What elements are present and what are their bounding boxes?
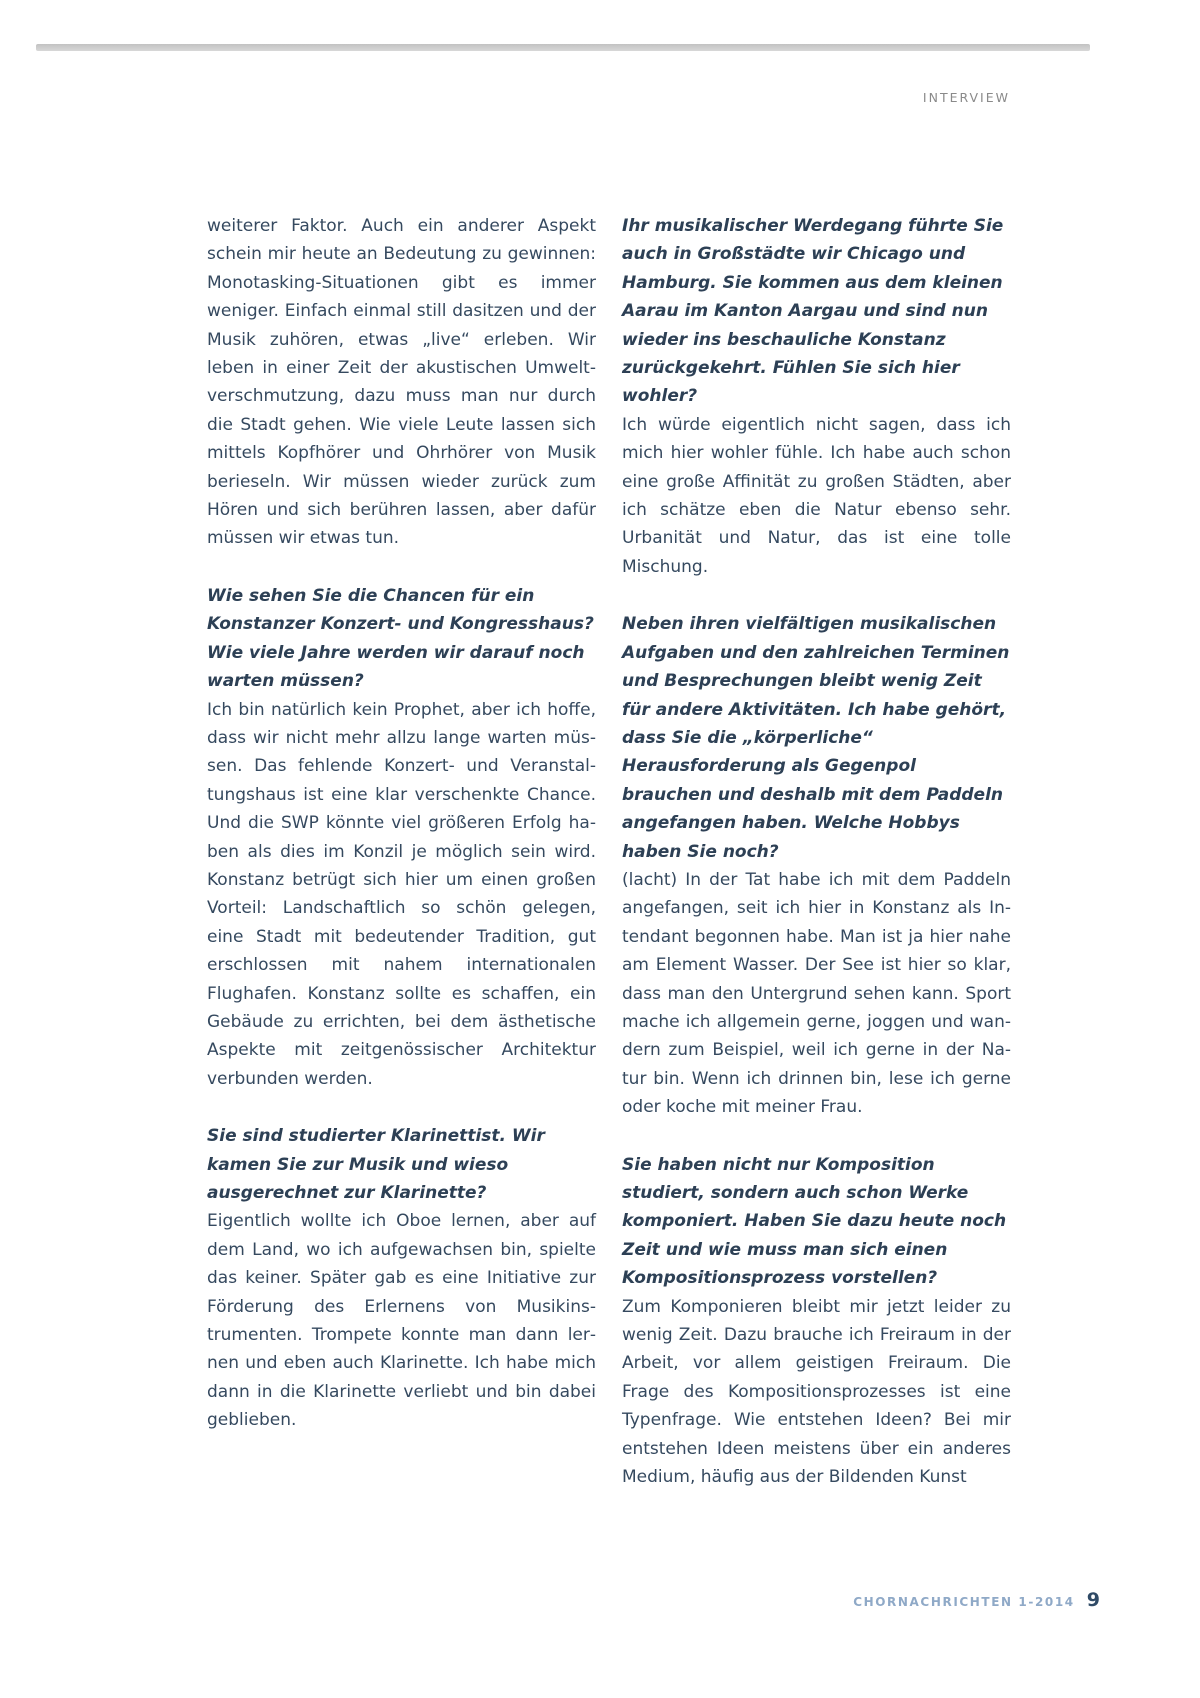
question-paragraph: Neben ihren vielfältigen musikalischen Aufgaben und den zahlreichen Terminen und Besprechungen bleibt wenig Zeit für andere Aktivitäten. Ich habe gehört, dass Sie die „körperliche“ Herausforderung als Gegenpol brauchen und deshalb mit dem Paddeln angefangen haben. Welche Hobbys haben Sie noch?: [622, 614, 1010, 862]
answer-paragraph: Ich bin natürlich kein Prophet, aber ich hoffe, dass wir nicht mehr allzu lange warten müssen. Das fehlende Konzert- und Veranstaltungshaus ist eine klar verschenkte Chance. Und die SWP könnte viel größeren Erfolg haben als dies im Konzil je möglich sein wird. Konstanz betrügt sich hier um einen großen Vorteil: Landschaftlich so schön gelegen, eine Stadt mit bedeutender Tradition, gut erschlossen mit nahem internationalen Flughafen. Konstanz sollte es schaffen, ein Gebäude zu errichten, bei dem ästhetische Aspekte mit zeitgenössischer Architektur verbunden werden.: [207, 699, 596, 1089]
answer-paragraph: (lacht) In der Tat habe ich mit dem Paddeln angefangen, seit ich hier in Konstanz als Intendant begonnen habe. Man ist ja hier nahe am Element Wasser. Der See ist hier so klar, dass man den Untergrund sehen kann. Sport mache ich allgemein gerne, joggen und wandern zum Beispiel, weil ich gerne in der Natur bin. Wenn ich drinnen bin, lese ich gerne oder koche mit meiner Frau.: [622, 869, 1011, 1118]
question-paragraph: Ihr musikalischer Werdegang führte Sie auch in Großstädte wir Chicago und Hamburg. Sie kommen aus dem kleinen Aarau im Kanton Aargau und sind nun wieder ins beschauliche Konstanz zurückgekehrt. Fühlen Sie sich hier wohler?: [622, 216, 1004, 407]
answer-paragraph: Ich würde eigentlich nicht sagen, dass ich mich hier wohler fühle. Ich habe auch schon eine große Affinität zu großen Städten, aber ich schätze eben die Natur ebenso sehr. Urbanität und Natur, das ist eine tolle Mischung.: [622, 414, 1011, 577]
question-paragraph: Wie sehen Sie die Chancen für ein Konstanzer Konzert- und Kongresshaus? Wie viele Jahre werden wir darauf noch warten müssen?: [207, 585, 594, 692]
footer-journal-title: CHORNACHRICHTEN 1-2014: [853, 1595, 1075, 1609]
question-paragraph: Sie haben nicht nur Komposition studiert, sondern auch schon Werke komponiert. Haben Sie dazu heute noch Zeit und wie muss man sich einen Kompositionsprozess vorstellen?: [622, 1154, 1007, 1289]
page-footer: [853, 1589, 1100, 1611]
answer-paragraph: Eigentlich wollte ich Oboe lernen, aber auf dem Land, wo ich aufgewachsen bin, spielte das keiner. Später gab es eine Initiative zur Förderung des Erlernens von Musikinstrumenten. Trompete konnte man dann lernen und eben auch Klarinette. Ich habe mich dann in die Klarinette verliebt und bin dabei geblieben.: [207, 1211, 596, 1431]
footer-page-number: 9: [1086, 1589, 1100, 1611]
answer-paragraph: Zum Komponieren bleibt mir jetzt leider zu wenig Zeit. Dazu brauche ich Freiraum in der Arbeit, vor allem geistigen Freiraum. Die Frage des Kompositionsprozesses ist eine Typenfrage. Wie entstehen Ideen? Bei mir entstehen Ideen meistens über ein anderes Medium, häufig aus der Bildenden Kunst: [622, 1296, 1011, 1488]
question-paragraph: Sie sind studierter Klarinettist. Wir kamen Sie zur Musik und wieso ausgerechnet zur Klarinette?: [207, 1126, 545, 1203]
top-divider-rule: [36, 44, 1090, 51]
right-column: [622, 212, 1011, 1520]
answer-paragraph: weiterer Faktor. Auch ein anderer Aspekt schein mir heute an Bedeutung zu gewinnen: Monotasking-Situationen gibt es immer weniger. Einfach einmal still dasitzen und der Musik zuhören, etwas „live“ erleben. Wir leben in einer Zeit der akustischen Umweltverschmutzung, dazu muss man nur durch die Stadt gehen. Wie viele Leute lassen sich mittels Kopfhörer und Ohrhörer von Musik berieseln. Wir müssen wieder zurück zum Hören und sich berühren lassen, aber dafür müssen wir etwas tun.: [207, 216, 596, 549]
left-column: [207, 212, 596, 1520]
article-body: [207, 212, 1012, 1520]
page-header-label: INTERVIEW: [922, 90, 1010, 105]
